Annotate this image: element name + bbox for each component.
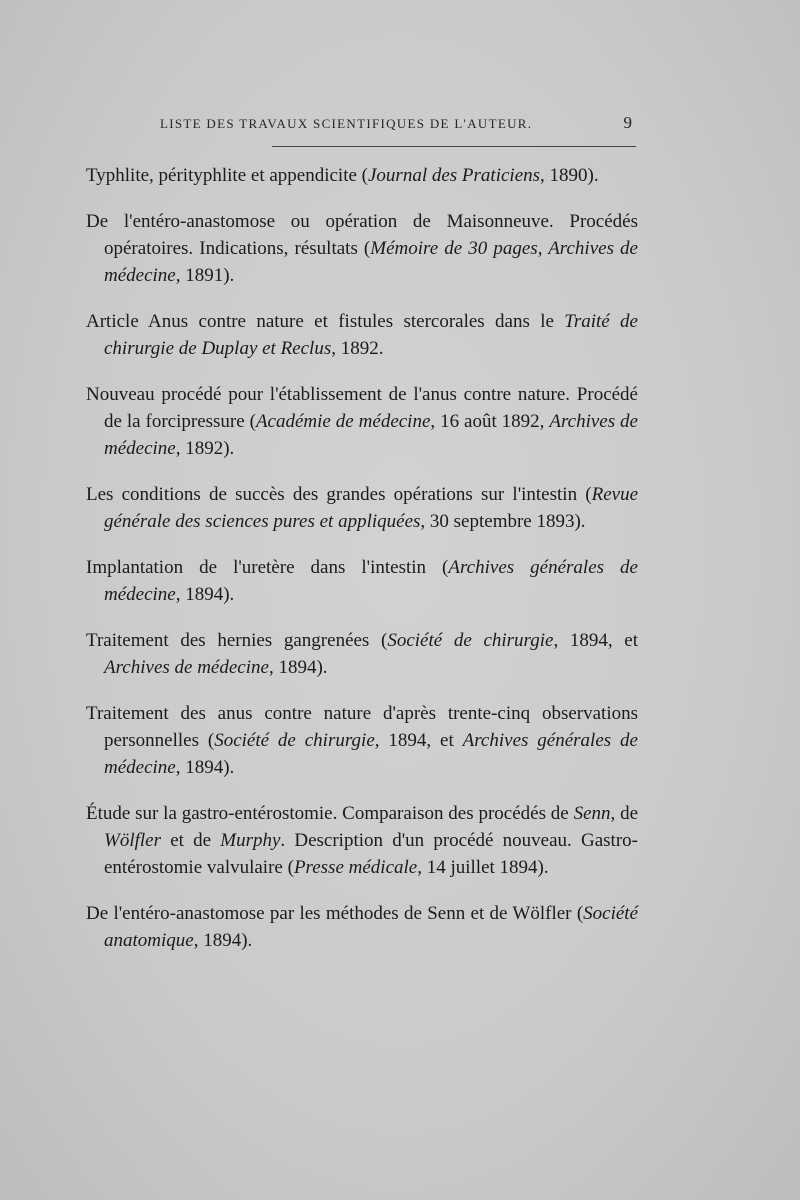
running-title: LISTE DES TRAVAUX SCIENTIFIQUES DE L'AUTEUR. — [160, 116, 533, 131]
publication-entry: Article Anus contre nature et fistules stercorales dans le Traité de chirurgie de Duplay et Reclus, 1892. — [86, 311, 638, 359]
publication-entry: Nouveau procédé pour l'établissement de l'anus contre nature. Procédé de la forcipressure (Académie de médecine, 16 août 1892, Archives de médecine, 1892). — [86, 384, 638, 459]
publication-entry: Typhlite, pérityphlite et appendicite (Journal des Praticiens, 1890). — [86, 165, 599, 186]
header-rule — [272, 146, 636, 147]
publication-entry: Traitement des anus contre nature d'après trente-cinq observations personnelles (Société de chirurgie, 1894, et Archives générales de médecine, 1894). — [86, 703, 638, 778]
publication-entry: De l'entéro-anastomose ou opération de Maisonneuve. Procédés opératoires. Indications, résultats (Mémoire de 30 pages, Archives de médecine, 1891). — [86, 211, 638, 286]
publication-entry: Étude sur la gastro-entérostomie. Comparaison des procédés de Senn, de Wölfler et de Murphy. Description d'un procédé nouveau. Gastro-entérostomie valvulaire (Presse médicale, 14 juillet 1894). — [86, 803, 639, 878]
publication-entry: Les conditions de succès des grandes opérations sur l'intestin (Revue générale des sciences pures et appliquées, 30 septembre 1893). — [86, 484, 638, 532]
publication-entry: Implantation de l'uretère dans l'intestin (Archives générales de médecine, 1894). — [86, 557, 638, 605]
publication-list — [86, 162, 638, 973]
publication-entry: Traitement des hernies gangrenées (Société de chirurgie, 1894, et Archives de médecine, 1894). — [86, 630, 639, 678]
page-header — [100, 113, 638, 135]
publication-entry: De l'entéro-anastomose par les méthodes de Senn et de Wölfler (Société anatomique, 1894). — [86, 903, 638, 951]
page-number: 9 — [623, 113, 632, 132]
